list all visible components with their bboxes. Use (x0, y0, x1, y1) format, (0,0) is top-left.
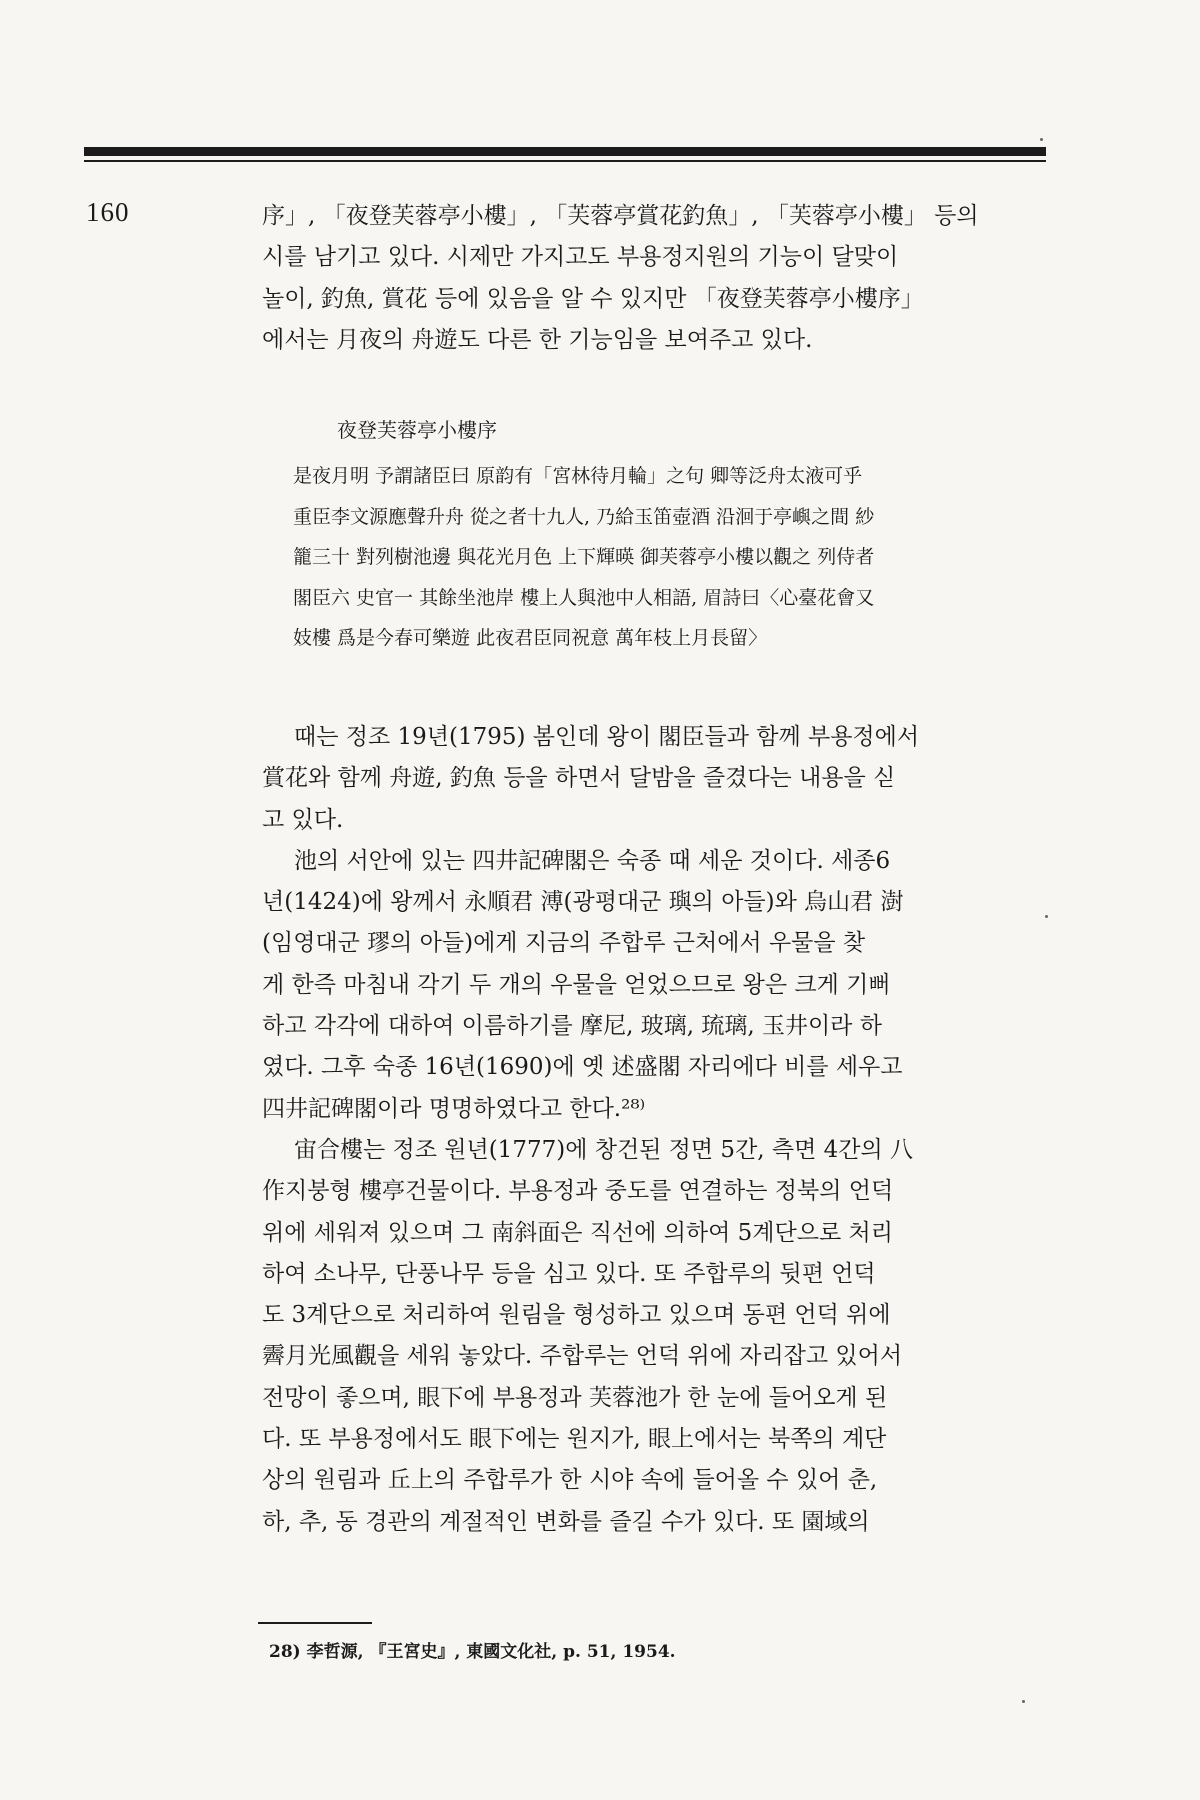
text-line: 때는 정조 19년(1795) 봄인데 왕이 閣臣들과 함께 부용정에서 (294, 724, 920, 750)
footnote-rule (258, 1622, 372, 1624)
text-line: 作지붕형 樓亭건물이다. 부용정과 중도를 연결하는 정북의 언덕 (262, 1178, 894, 1205)
intro-paragraph (262, 196, 1050, 361)
page-number: 160 (86, 197, 130, 227)
paragraph-2 (262, 841, 1050, 1130)
header-rule-thick (84, 147, 1046, 156)
scan-speck (1040, 138, 1043, 141)
paragraph-3 (262, 1130, 1050, 1543)
text-line: 하, 추, 동 경관의 계절적인 변화를 즐길 수가 있다. 또 園域의 (262, 1508, 870, 1535)
text-line: 게 한즉 마침내 각기 두 개의 우물을 얻었으므로 왕은 크게 기뻐 (262, 971, 891, 998)
text-line: 하고 각각에 대하여 이름하기를 摩尼, 玻璃, 琉璃, 玉井이라 하 (262, 1013, 882, 1040)
text-line: 에서는 月夜의 舟遊도 다른 한 기능임을 보여주고 있다. (262, 326, 813, 353)
text-line: 고 있다. (262, 806, 344, 833)
text-line: 池의 서안에 있는 四井記碑閣은 숙종 때 세운 것이다. 세종6 (294, 847, 891, 874)
text-line: 宙合樓는 정조 원년(1777)에 창건된 정면 5간, 측면 4간의 八 (294, 1136, 914, 1163)
text-line: 序」, 「夜登芙蓉亭小樓」, 「芙蓉亭賞花釣魚」, 「芙蓉亭小樓」 등의 (262, 203, 979, 229)
text-line: (임영대군 璆의 아들)에게 지금의 주합루 근처에서 우물을 찾 (262, 930, 866, 957)
text-line: 다. 또 부용정에서도 眼下에는 원지가, 眼上에서는 북쪽의 계단 (262, 1426, 887, 1453)
paragraph-1 (262, 717, 1050, 841)
scan-speck (1022, 1700, 1025, 1703)
quote-line: 是夜月明 予謂諸臣曰 原韵有「宮林待月輪」之句 卿等泛舟太液可乎 (293, 465, 863, 487)
quote-line: 妓樓 爲是今春可樂遊 此夜君臣同祝意 萬年枝上月長留〉 (293, 627, 768, 649)
text-line: 하여 소나무, 단풍나무 등을 심고 있다. 또 주합루의 뒷편 언덕 (262, 1260, 876, 1287)
text-line: 賞花와 함께 舟遊, 釣魚 등을 하면서 달밤을 즐겼다는 내용을 싣 (262, 765, 896, 792)
header-rule-thin (84, 160, 1046, 162)
scan-speck (1045, 915, 1048, 918)
text-line: 였다. 그후 숙종 16년(1690)에 옛 述盛閣 자리에다 비를 세우고 (262, 1054, 903, 1081)
quote-line: 重臣李文源應聲升舟 從之者十九人, 乃給玉笛壺酒 沿洄于亭嶼之間 紗 (293, 505, 875, 528)
text-line: 년(1424)에 왕께서 永順君 溥(광평대군 璵의 아들)와 烏山君 澍 (262, 889, 904, 916)
footnote: 28) 李哲源, 『王宮史』, 東國文化社, p. 51, 1954. (269, 1642, 676, 1662)
text-line: 도 3계단으로 처리하여 원림을 형성하고 있으며 동편 언덕 위에 (262, 1302, 891, 1329)
text-line: 전망이 좋으며, 眼下에 부용정과 芙蓉池가 한 눈에 들어오게 된 (262, 1384, 888, 1411)
quote-line: 籠三十 對列樹池邊 與花光月色 上下輝暎 御芙蓉亭小樓以觀之 列侍者 (293, 546, 875, 568)
text-line: 四井記碑閣이라 명명하였다고 한다.²⁸⁾ (262, 1095, 646, 1122)
text-line: 위에 세워져 있으며 그 南斜面은 직선에 의하여 5계단으로 처리 (262, 1219, 893, 1246)
body-text (262, 717, 1050, 1543)
text-line: 상의 원림과 丘上의 주합루가 한 시야 속에 들어올 수 있어 춘, (262, 1467, 878, 1494)
quote-block (293, 456, 1038, 659)
quote-title: 夜登芙蓉亭小樓序 (337, 418, 497, 442)
text-line: 놀이, 釣魚, 賞花 등에 있음을 알 수 있지만 「夜登芙蓉亭小樓序」 (262, 285, 924, 312)
text-line: 霽月光風觀을 세워 놓았다. 주합루는 언덕 위에 자리잡고 있어서 (262, 1343, 903, 1370)
text-line: 시를 남기고 있다. 시제만 가지고도 부용정지원의 기능이 달맞이 (262, 244, 899, 271)
quote-line: 閣臣六 史官一 其餘坐池岸 樓上人與池中人相語, 眉詩曰〈心臺花會又 (293, 586, 875, 609)
